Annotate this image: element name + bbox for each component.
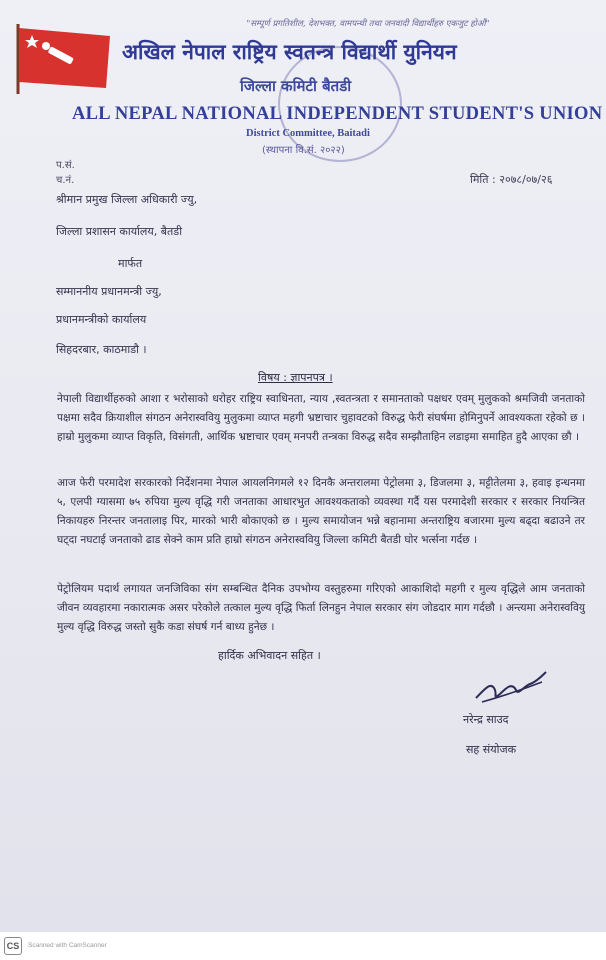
- party-flag-icon: [14, 22, 114, 94]
- letter-date: [470, 172, 552, 187]
- date-label: मिति :: [470, 173, 496, 186]
- addressee-via: मार्फत: [118, 257, 143, 270]
- addressee-line-2: जिल्ला प्रशासन कार्यालय, बैतडी: [56, 225, 183, 238]
- signer-name: नरेन्द्र साउद: [463, 713, 509, 726]
- established-year: (स्थापना वि.सं. २०२२): [262, 145, 345, 156]
- letter-subject: विषय : ज्ञापनपत्र ।: [258, 371, 333, 384]
- handwritten-signature: [472, 668, 550, 708]
- letterhead-motto: "सम्पूर्ण प्रगतिशील, देशभक्त, वामपन्थी तथा जनवादी विद्यार्थीहरु एकजुट होऔं": [246, 19, 490, 29]
- letter-number-label: प.सं.: [56, 160, 75, 171]
- district-committee-english: District Committee, Baitadi: [246, 128, 370, 139]
- scanner-watermark-text: Scanned with CamScanner: [28, 942, 107, 949]
- date-value: २०७८/०७/२६: [499, 173, 553, 186]
- body-paragraph-2: आज फेरी परमादेश सरकारको निर्देशनमा नेपाल आयलनिगमले १२ दिनकै अन्तरालमा पेट्रोलमा ३, डिजलमा ३, मट्टीतेलमा ३, हवाइ इन्धनमा ५, एलपी ग्यासमा ७५ रुपिया मुल्य वृद्धि गरी जनताका आधारभुत आवश्यकताको व्यवस्था गर्दै यस परमादेशी सरकार र सरकार नियन्त्रित निकायहरु निरन्तर जनतालाइ पिर, मारकाे भारी बाेकाएकाे छ । मुल्य समायोजन भन्ने बहानामा अन्तराष्ट्रिय बजारमा मुल्य बढ्दा बढाउने तर घट्दा नघटाई जनताको ढाड सेक्ने काम प्रति हाम्रो संगठन अनेरास्ववियु जिल्ला कमिटी बैतडी घोर भर्त्सना गर्दछ ।: [57, 477, 585, 546]
- signer-role: सह संयोजक: [466, 743, 517, 756]
- body-paragraph-1: नेपाली विद्यार्थीहरुको आशा र भरोसाको धरोहर राष्ट्रिय स्वाधिनता, न्याय ,स्वतन्त्रता र समानताको पक्षधर एवम् मुलुकको श्रमजिवी जनताको पक्षमा सदैव क्रियाशील संगठन अनेरास्ववियु मुलुकमा व्याप्त महगी भ्रष्टाचार चुहावटको विरुद्ध फेरी संघर्षमा होमिनुपर्ने आवश्यकता रहेको छ । हाम्रो मुलुकमा व्याप्त विकृति, विसंगती, आर्थिक भ्रष्टाचार एवम् मनपरी तन्त्रका विरुद्ध सदैव सम्झौताहिन लडाइमा समाहित हुदै आएका छौ ।: [57, 393, 585, 443]
- closing-greeting: हार्दिक अभिवादन सहित ।: [218, 649, 321, 662]
- addressee-line-3: सम्माननीय प्रधानमन्त्री ज्यु,: [56, 285, 162, 298]
- addressee-line-4: प्रधानमन्त्रीको कार्यालय: [56, 313, 147, 326]
- dispatch-number-label: च.नं.: [56, 175, 75, 186]
- organization-name-nepali: अखिल नेपाल राष्ट्रिय स्वतन्त्र विद्यार्थी युनियन: [122, 40, 457, 64]
- district-committee-nepali: जिल्ला कमिटी बैतडी: [240, 77, 352, 95]
- camscanner-logo-icon: CS: [4, 937, 22, 955]
- addressee-line-5: सिहदरबार, काठमाडौ ।: [56, 343, 147, 356]
- scanner-footer: [0, 932, 606, 960]
- organization-name-english: ALL NEPAL NATIONAL INDEPENDENT STUDENT'S UNION: [72, 104, 603, 124]
- addressee-line-1: श्रीमान प्रमुख जिल्ला अधिकारी ज्यु,: [56, 193, 198, 206]
- body-paragraph-3: पेट्रोलियम पदार्थ लगायत जनजिविका संग सम्बन्धित दैनिक उपभोग्य वस्तुहरुमा गरिएको आकाशिदो महगी र मुल्य वृद्धिले आम जनताको जीवन व्यवहारमा नकारात्मक असर परेकोले तत्काल मुल्य वृद्धि फिर्ता लिनहुन नेपाल सरकार संग जोडदार माग गर्दछौ । अन्त्यमा अनेरास्ववियु मुल्य वृद्धि विरुद्ध जस्तो सुकै कडा संघर्ष गर्न बाध्य हुनेछ ।: [57, 583, 585, 633]
